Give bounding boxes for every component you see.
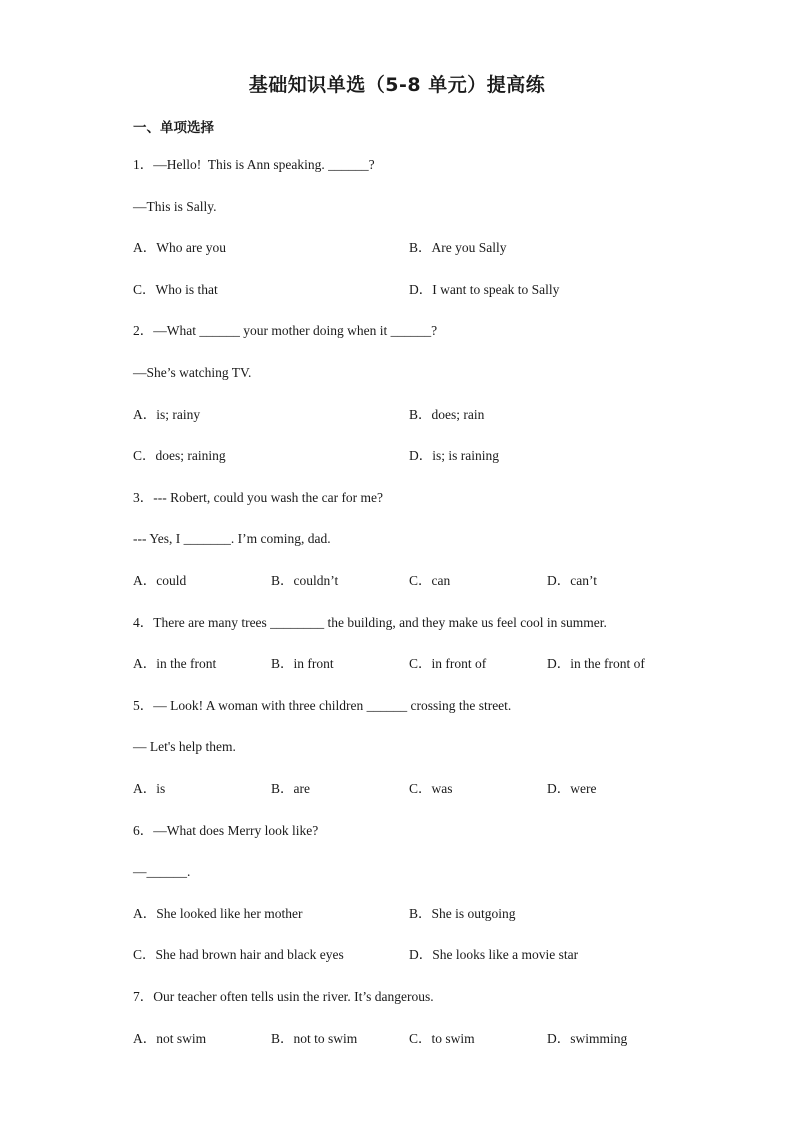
option-7b: B．not to swim <box>271 1031 358 1046</box>
question-stem-1: 1．—Hello! This is Ann speaking. ______? <box>133 157 375 172</box>
question-dialogue-6: —______. <box>133 864 191 879</box>
question-dialogue-3: --- Yes, I _______. I’m coming, dad. <box>133 531 331 546</box>
option-2a: A．is; rainy <box>133 407 201 422</box>
question-dialogue-1: —This is Sally. <box>133 199 217 214</box>
page-title: 基础知识单选（5-8 单元）提高练 <box>248 74 546 96</box>
option-3a: A．could <box>133 573 187 588</box>
option-1a: A．Who are you <box>133 240 226 255</box>
option-5c: C．was <box>409 781 453 796</box>
question-stem-4: 4．There are many trees ________ the building, and they make us feel cool in summer. <box>133 615 607 630</box>
option-6c: C．She had brown hair and black eyes <box>133 947 344 962</box>
option-4a: A．in the front <box>133 656 217 671</box>
option-7d: D．swimming <box>547 1031 628 1046</box>
question-dialogue-2: —She’s watching TV. <box>133 365 252 380</box>
option-3d: D．can’t <box>547 573 597 588</box>
option-6d: D．She looks like a movie star <box>409 947 579 962</box>
question-stem-7: 7．Our teacher often tells usin the river. It’s dangerous. <box>133 989 434 1004</box>
option-4c: C．in front of <box>409 656 487 671</box>
option-3c: C．can <box>409 573 451 588</box>
option-2c: C．does; raining <box>133 448 226 463</box>
option-1b: B．Are you Sally <box>409 240 507 255</box>
question-dialogue-5: — Let's help them. <box>133 739 236 754</box>
option-5a: A．is <box>133 781 166 796</box>
option-6b: B．She is outgoing <box>409 906 516 921</box>
option-2d: D．is; is raining <box>409 448 499 463</box>
question-stem-5: 5．— Look! A woman with three children ______ crossing the street. <box>133 698 512 713</box>
option-5d: D．were <box>547 781 597 796</box>
option-2b: B．does; rain <box>409 407 485 422</box>
option-4d: D．in the front of <box>547 656 645 671</box>
option-7c: C．to swim <box>409 1031 475 1046</box>
option-4b: B．in front <box>271 656 334 671</box>
question-stem-6: 6．—What does Merry look like? <box>133 823 319 838</box>
section-heading: 一、单项选择 <box>133 120 214 136</box>
option-6a: A．She looked like her mother <box>133 906 303 921</box>
option-1c: C．Who is that <box>133 282 218 297</box>
option-5b: B．are <box>271 781 310 796</box>
option-3b: B．couldn’t <box>271 573 339 588</box>
question-stem-2: 2．—What ______ your mother doing when it ______? <box>133 323 438 338</box>
option-1d: D．I want to speak to Sally <box>409 282 560 297</box>
question-stem-3: 3．--- Robert, could you wash the car for me? <box>133 490 384 505</box>
option-7a: A．not swim <box>133 1031 207 1046</box>
